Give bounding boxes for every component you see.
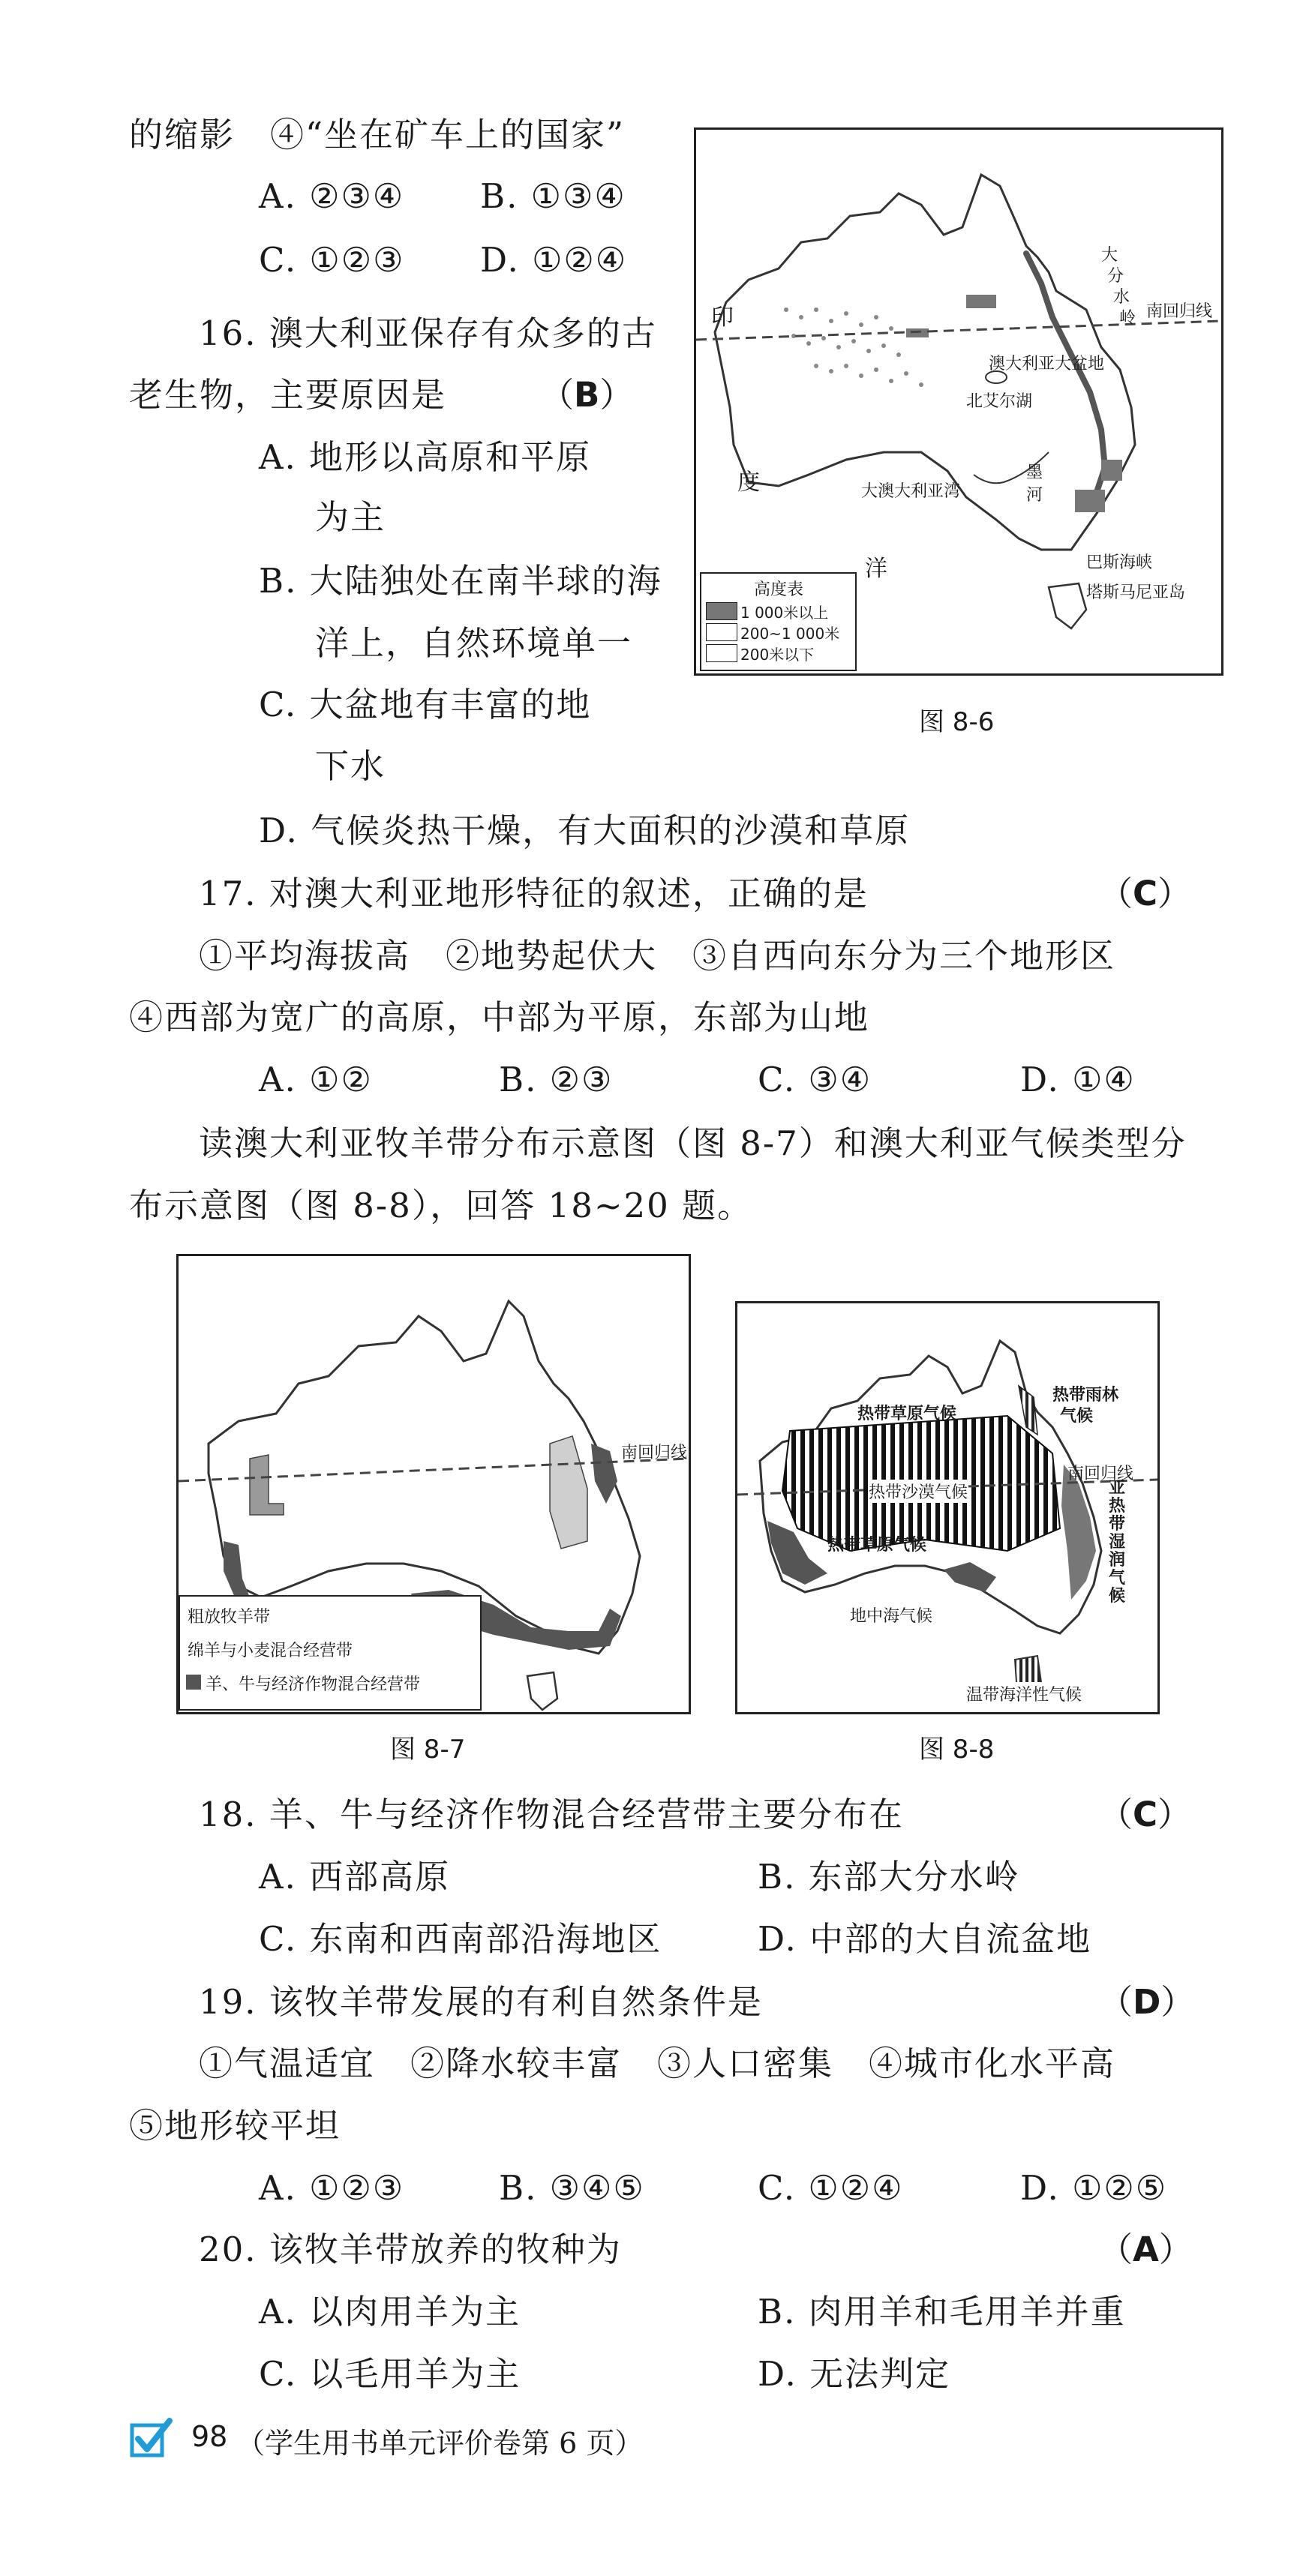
climate-map bbox=[737, 1303, 1157, 1712]
legend-wool-wheat: 绵羊与小麦混合经营带 bbox=[188, 1642, 353, 1660]
q15-option-b: B. ①③④ bbox=[480, 176, 626, 216]
label-tropic: 南回归线 bbox=[1146, 302, 1213, 321]
q16-option-c-line1: C. 大盆地有丰富的地 bbox=[259, 685, 592, 724]
highland-patch-east bbox=[1101, 460, 1122, 481]
label-murray-1: 墨 bbox=[1026, 463, 1043, 482]
q16-stem-line2: 老生物，主要原因是 bbox=[129, 375, 447, 415]
label-strait: 巴斯海峡 bbox=[1086, 553, 1153, 572]
q17-stem: 17. 对澳大利亚地形特征的叙述，正确的是 bbox=[199, 874, 869, 913]
label-range-2: 分 bbox=[1107, 267, 1124, 286]
q15-tail-text: 的缩影 ④“坐在矿车上的国家” bbox=[129, 115, 626, 154]
legend-swatch-high bbox=[706, 602, 737, 620]
q18-answer: （C） bbox=[1099, 1795, 1192, 1834]
q17-line2: ①平均海拔高 ②地势起伏大 ③自西向东分为三个地形区 bbox=[199, 936, 1116, 976]
figure-8-8-caption: 图 8-8 bbox=[919, 1735, 995, 1765]
q19-option-d: D. ①②⑤ bbox=[1020, 2168, 1168, 2208]
legend-swatch-mid bbox=[706, 623, 737, 641]
q20-answer: （A） bbox=[1099, 2230, 1193, 2269]
label-range-3: 水 bbox=[1113, 288, 1130, 307]
q20-option-c: C. 以毛用羊为主 bbox=[259, 2354, 521, 2394]
label-desert: 热带沙漠气候 bbox=[869, 1480, 968, 1503]
intro-line2: 布示意图（图 8-8），回答 18~20 题。 bbox=[129, 1186, 753, 1225]
q15-option-d: D. ①②④ bbox=[480, 240, 628, 280]
highland-patch-center bbox=[906, 328, 929, 337]
q16-option-a-line1: A. 地形以高原和平原 bbox=[259, 437, 592, 477]
label-marine: 温带海洋性气候 bbox=[966, 1682, 1082, 1705]
label-tasmania: 塔斯马尼亚岛 bbox=[1086, 583, 1186, 602]
label-du: 度 bbox=[737, 469, 760, 496]
q17-answer: （C） bbox=[1099, 874, 1192, 913]
q20-option-a: A. 以肉用羊为主 bbox=[259, 2292, 521, 2332]
q17-option-a: A. ①② bbox=[259, 1060, 373, 1099]
label-yin: 印 bbox=[711, 304, 734, 331]
figure-8-8-map bbox=[735, 1301, 1160, 1714]
figure-8-6-caption: 图 8-6 bbox=[919, 707, 995, 737]
q16-option-b-line1: B. 大陆独处在南半球的海 bbox=[259, 561, 662, 601]
label-tropic: 南回归线 bbox=[621, 1444, 688, 1462]
q19-option-c: C. ①②④ bbox=[758, 2168, 904, 2208]
q15-option-a: A. ②③④ bbox=[259, 176, 405, 216]
label-rainforest-1: 热带雨林 bbox=[1052, 1386, 1119, 1405]
q18-option-b: B. 东部大分水岭 bbox=[758, 1857, 1020, 1897]
q18-option-a: A. 西部高原 bbox=[259, 1857, 451, 1897]
q19-option-a: A. ①②③ bbox=[259, 2168, 405, 2208]
q16-option-d: D. 气候炎热干燥，有大面积的沙漠和草原 bbox=[259, 811, 911, 850]
q17-option-b: B. ②③ bbox=[499, 1060, 614, 1099]
legend-row-low: 200米以下 bbox=[740, 646, 815, 664]
q19-answer: （D） bbox=[1099, 1982, 1195, 2022]
legend-row-mid: 200~1 000米 bbox=[740, 625, 840, 643]
label-mediterranean: 地中海气候 bbox=[850, 1603, 932, 1627]
highland-patch-south bbox=[1075, 490, 1105, 512]
figure-8-7-map bbox=[176, 1254, 691, 1714]
label-rainforest-2: 气候 bbox=[1060, 1407, 1094, 1426]
q19-stem: 19. 该牧羊带发展的有利自然条件是 bbox=[199, 1982, 763, 2022]
q16-stem-line1: 16. 澳大利亚保存有众多的古 bbox=[199, 313, 657, 353]
legend-title: 高度表 bbox=[754, 580, 804, 599]
label-savanna-south: 热带草原气候 bbox=[827, 1536, 927, 1555]
q17-line3: ④西部为宽广的高原，中部为平原，东部为山地 bbox=[129, 997, 870, 1037]
figure-8-7-caption: 图 8-7 bbox=[390, 1735, 466, 1765]
label-range-1: 大 bbox=[1101, 246, 1118, 265]
q19-line2: ①气温适宜 ②降水较丰富 ③人口密集 ④城市化水平高 bbox=[199, 2044, 1116, 2083]
label-range-4: 岭 bbox=[1119, 309, 1136, 328]
legend-swatch-low bbox=[706, 644, 737, 662]
relief-legend bbox=[700, 572, 857, 671]
label-lake: 北艾尔湖 bbox=[966, 392, 1033, 411]
label-murray-2: 河 bbox=[1026, 486, 1043, 505]
label-basin: 澳大利亚大盆地 bbox=[989, 355, 1105, 373]
label-subtropical: 亚 热 带 湿 润 气 候 bbox=[1109, 1479, 1126, 1606]
legend-mixed: 羊、牛与经济作物混合经营带 bbox=[206, 1675, 421, 1694]
q19-line3: ⑤地形较平坦 bbox=[129, 2106, 341, 2146]
label-bight: 大澳大利亚湾 bbox=[861, 482, 961, 501]
footer-text: （学生用书单元评价卷第 6 页） bbox=[236, 2427, 644, 2460]
label-yang: 洋 bbox=[865, 556, 887, 582]
q17-option-c: C. ③④ bbox=[758, 1060, 872, 1099]
q20-option-b: B. 肉用羊和毛用羊并重 bbox=[758, 2292, 1126, 2332]
legend-extensive: 粗放牧羊带 bbox=[188, 1608, 271, 1627]
highland-patch-north bbox=[966, 295, 996, 308]
checkmark-icon bbox=[129, 2415, 174, 2460]
q19-option-b: B. ③④⑤ bbox=[499, 2168, 645, 2208]
q18-stem: 18. 羊、牛与经济作物混合经营带主要分布在 bbox=[199, 1795, 904, 1834]
label-savanna-north: 热带草原气候 bbox=[857, 1405, 957, 1423]
q18-option-d: D. 中部的大自流盆地 bbox=[758, 1919, 1092, 1959]
tasmania-outline bbox=[527, 1672, 557, 1710]
q15-option-c: C. ①②③ bbox=[259, 240, 405, 280]
q16-option-a-line2: 为主 bbox=[315, 497, 386, 537]
q16-answer: （B） bbox=[540, 375, 634, 415]
intro-line1: 读澳大利亚牧羊带分布示意图（图 8-7）和澳大利亚气候类型分 bbox=[199, 1123, 1187, 1163]
figure-8-6-map bbox=[694, 127, 1223, 676]
page-number: 98 bbox=[191, 2420, 228, 2453]
q17-option-d: D. ①④ bbox=[1020, 1060, 1136, 1099]
q20-stem: 20. 该牧羊带放养的牧种为 bbox=[199, 2230, 622, 2269]
q18-option-c: C. 东南和西南部沿海地区 bbox=[259, 1919, 662, 1959]
q16-option-c-line2: 下水 bbox=[315, 746, 386, 786]
q16-option-b-line2: 洋上，自然环境单一 bbox=[315, 623, 633, 663]
tasmania-outline bbox=[1049, 583, 1086, 628]
legend-swatch-mixed bbox=[186, 1675, 201, 1690]
legend-row-high: 1 000米以上 bbox=[740, 604, 829, 622]
sheep-belt-legend bbox=[179, 1595, 482, 1711]
q20-option-d: D. 无法判定 bbox=[758, 2354, 951, 2394]
label-tropic: 南回归线 bbox=[1067, 1465, 1134, 1483]
